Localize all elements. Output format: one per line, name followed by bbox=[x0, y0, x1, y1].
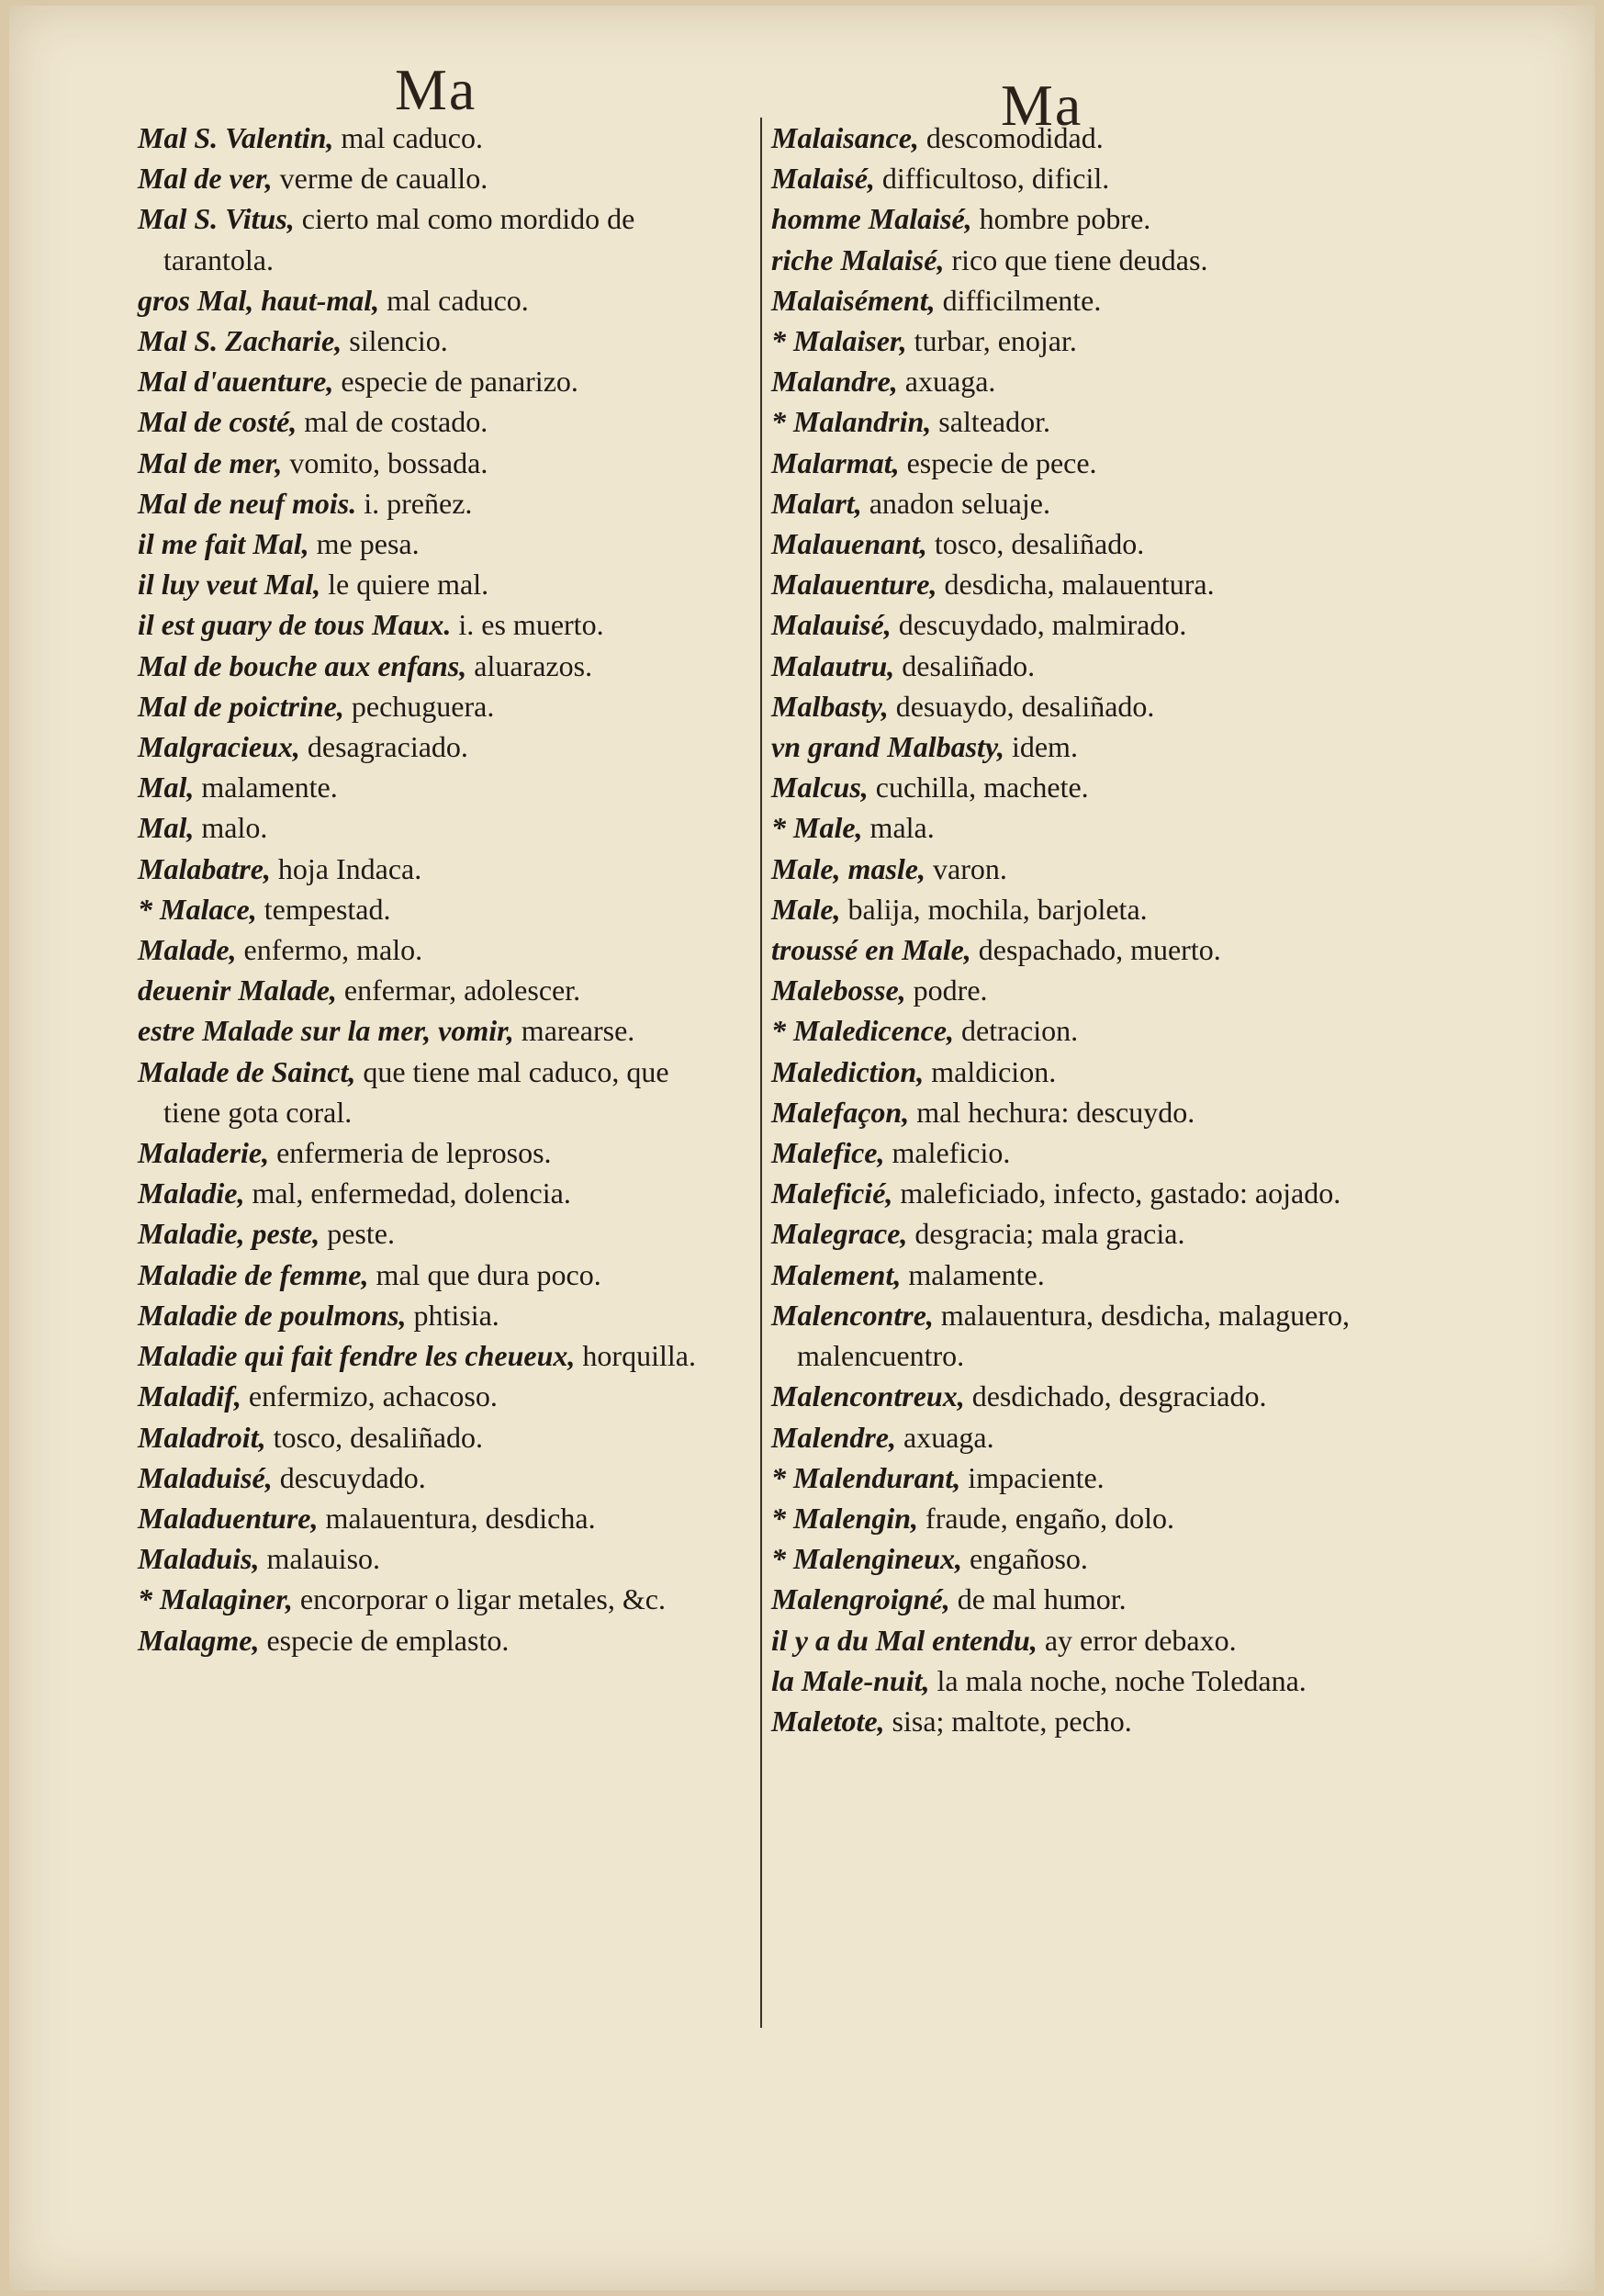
entry-headword: il me fait Mal, bbox=[138, 527, 309, 561]
dictionary-entry bbox=[138, 970, 725, 1010]
dictionary-entry bbox=[138, 1417, 725, 1458]
entry-headword: il luy veut Mal, bbox=[138, 568, 321, 602]
entry-headword: Malengroigné, bbox=[771, 1582, 950, 1616]
entry-headword: Maladerie, bbox=[138, 1136, 270, 1170]
dictionary-entry bbox=[771, 604, 1405, 645]
entry-headword: Maladie, peste, bbox=[138, 1217, 320, 1251]
dictionary-entry bbox=[771, 483, 1405, 523]
dictionary-entry bbox=[771, 1660, 1405, 1701]
entry-headword: * Maledicence, bbox=[771, 1014, 955, 1048]
entry-definition: hoja Indaca. bbox=[270, 851, 422, 885]
entry-headword: Malefaçon, bbox=[771, 1095, 910, 1129]
entry-headword: il est guary de tous Maux. bbox=[138, 608, 452, 642]
dictionary-entry bbox=[771, 1538, 1405, 1579]
entry-headword: Mal de mer, bbox=[138, 445, 283, 479]
entry-headword: il y a du Mal entendu, bbox=[771, 1623, 1038, 1657]
entry-definition: le quiere mal. bbox=[320, 568, 489, 602]
dictionary-entry bbox=[771, 929, 1405, 970]
entry-headword: gros Mal, haut-mal, bbox=[138, 283, 380, 317]
entry-definition: peste. bbox=[320, 1217, 395, 1251]
entry-headword: riche Malaisé, bbox=[771, 242, 945, 276]
entry-definition: phtisia. bbox=[406, 1298, 499, 1332]
entry-definition: mal que dura poco. bbox=[368, 1257, 601, 1291]
entry-definition: descuydado, malmirado. bbox=[891, 608, 1187, 642]
dictionary-entry bbox=[138, 401, 725, 442]
entry-definition: enfermar, adolescer. bbox=[336, 974, 581, 1007]
entry-definition: impaciente. bbox=[960, 1460, 1105, 1494]
entry-headword: Malendre, bbox=[771, 1420, 896, 1454]
entry-headword: Malencontre, bbox=[771, 1298, 934, 1332]
entry-definition: mal, enfermedad, dolencia. bbox=[244, 1176, 571, 1210]
entry-headword: Malarmat, bbox=[771, 445, 900, 479]
entry-definition: malo. bbox=[194, 811, 268, 845]
entry-definition: malamente. bbox=[901, 1257, 1045, 1291]
entry-definition: maleficiado, infecto, gastado: aojado. bbox=[892, 1176, 1341, 1210]
dictionary-entry bbox=[138, 1376, 725, 1416]
entry-definition: tempestad. bbox=[256, 892, 391, 926]
entry-headword: Malcus, bbox=[771, 771, 869, 805]
entry-headword: Malement, bbox=[771, 1257, 902, 1291]
dictionary-entry bbox=[138, 686, 725, 726]
entry-headword: Male, bbox=[771, 892, 841, 926]
dictionary-entry bbox=[138, 1335, 725, 1376]
entry-headword: Malencontreux, bbox=[771, 1379, 965, 1413]
dictionary-entry bbox=[138, 361, 725, 401]
column-divider bbox=[760, 118, 762, 2028]
entry-definition: la mala noche, noche Toledana. bbox=[929, 1663, 1307, 1697]
entry-definition: mala. bbox=[862, 811, 935, 845]
entry-definition: ay error debaxo. bbox=[1037, 1623, 1237, 1657]
entry-definition: malauentura, desdicha. bbox=[318, 1501, 596, 1535]
entry-definition: despachado, muerto. bbox=[970, 933, 1221, 967]
entry-headword: Mal de neuf mois. bbox=[138, 486, 357, 520]
entry-definition: desdicha, malauentura. bbox=[937, 568, 1215, 602]
entry-definition: difficilmente. bbox=[935, 283, 1102, 317]
entry-headword: Mal de costé, bbox=[138, 405, 297, 439]
entry-definition: podre. bbox=[905, 974, 988, 1007]
entry-definition: descuydado. bbox=[272, 1460, 426, 1494]
entry-headword: la Male-nuit, bbox=[771, 1663, 930, 1697]
dictionary-entry bbox=[138, 1579, 725, 1619]
entry-headword: Malaisance, bbox=[771, 121, 919, 154]
entry-headword: Maladif, bbox=[138, 1379, 241, 1413]
entry-headword: Malauisé, bbox=[771, 608, 892, 642]
entry-definition: especie de pece. bbox=[899, 445, 1097, 479]
entry-definition: rico que tiene deudas. bbox=[944, 242, 1208, 276]
dictionary-entry bbox=[771, 1701, 1405, 1741]
entry-definition: cierto mal como mordido de tarantola. bbox=[163, 202, 635, 276]
entry-definition: malamente. bbox=[194, 771, 338, 805]
entry-definition: turbar, enojar. bbox=[906, 324, 1077, 358]
dictionary-entry bbox=[771, 523, 1405, 564]
entry-headword: Malebosse, bbox=[771, 974, 906, 1007]
running-header-right: Ma bbox=[1001, 73, 1083, 138]
entry-headword: Malagme, bbox=[138, 1623, 260, 1657]
entry-definition: desuaydo, desaliñado. bbox=[888, 689, 1155, 723]
dictionary-entry bbox=[138, 767, 725, 807]
dictionary-entry bbox=[138, 1498, 725, 1538]
dictionary-entry bbox=[771, 1458, 1405, 1498]
entry-headword: homme Malaisé, bbox=[771, 202, 972, 236]
entry-headword: Malart, bbox=[771, 486, 862, 520]
entry-headword: * Malaiser, bbox=[771, 324, 907, 358]
entry-headword: Mal, bbox=[138, 811, 195, 845]
entry-definition: me pesa. bbox=[308, 527, 420, 561]
entry-definition: sisa; maltote, pecho. bbox=[884, 1704, 1132, 1738]
entry-definition: enfermeria de leprosos. bbox=[269, 1136, 552, 1170]
dictionary-entry bbox=[771, 726, 1405, 767]
dictionary-entry bbox=[771, 1010, 1405, 1051]
entry-headword: Malegrace, bbox=[771, 1217, 908, 1251]
dictionary-entry bbox=[771, 198, 1405, 239]
entry-headword: * Malandrin, bbox=[771, 405, 932, 439]
right-column bbox=[771, 118, 1405, 1741]
dictionary-entry bbox=[771, 1255, 1405, 1295]
entry-headword: Mal de poictrine, bbox=[138, 689, 344, 723]
dictionary-entry bbox=[138, 1255, 725, 1295]
entry-headword: * Malendurant, bbox=[771, 1460, 961, 1494]
entry-headword: Malandre, bbox=[771, 365, 898, 399]
dictionary-entry bbox=[138, 564, 725, 604]
entry-definition: pechuguera. bbox=[343, 689, 495, 723]
entry-headword: Malauenture, bbox=[771, 568, 937, 602]
entry-headword: * Male, bbox=[771, 811, 863, 845]
entry-definition: tosco, desaliñado. bbox=[265, 1420, 483, 1454]
dictionary-entry bbox=[771, 1132, 1405, 1173]
entry-headword: troussé en Male, bbox=[771, 933, 971, 967]
dictionary-entry bbox=[771, 361, 1405, 401]
entry-headword: Maladie de femme, bbox=[138, 1257, 369, 1291]
entry-definition: desdichado, desgraciado. bbox=[964, 1379, 1267, 1413]
entry-definition: verme de cauallo. bbox=[272, 162, 488, 196]
entry-headword: * Malaginer, bbox=[138, 1582, 293, 1616]
entry-headword: Maladie, bbox=[138, 1176, 245, 1210]
dictionary-entry bbox=[138, 523, 725, 564]
entry-headword: Maladuis, bbox=[138, 1542, 260, 1576]
dictionary-entry bbox=[771, 646, 1405, 686]
dictionary-entry bbox=[138, 443, 725, 483]
entry-headword: Mal S. Zacharie, bbox=[138, 324, 342, 358]
dictionary-entry bbox=[138, 1620, 725, 1660]
entry-headword: Malabatre, bbox=[138, 851, 271, 885]
entry-definition: encorporar o ligar metales, &c. bbox=[292, 1582, 666, 1616]
entry-definition: fraude, engaño, dolo. bbox=[918, 1501, 1175, 1535]
entry-headword: Malaisément, bbox=[771, 283, 936, 317]
entry-definition: que tiene mal caduco, que tiene gota coral. bbox=[163, 1054, 669, 1129]
entry-definition: descomodidad. bbox=[918, 121, 1104, 154]
entry-headword: estre Malade sur la mer, vomir, bbox=[138, 1014, 514, 1048]
entry-definition: balija, mochila, barjoleta. bbox=[840, 892, 1148, 926]
dictionary-entry bbox=[138, 929, 725, 970]
entry-headword: deuenir Malade, bbox=[138, 974, 337, 1007]
entry-definition: especie de panarizo. bbox=[333, 365, 578, 399]
dictionary-entry bbox=[138, 280, 725, 321]
entry-definition: malauentura, desdicha, malaguero, malencuentro. bbox=[797, 1298, 1351, 1373]
dictionary-entry bbox=[138, 1458, 725, 1498]
dictionary-entry bbox=[138, 321, 725, 361]
entry-headword: Mal S. Valentin, bbox=[138, 121, 334, 154]
dictionary-entry bbox=[138, 849, 725, 889]
left-column bbox=[138, 118, 725, 1660]
dictionary-entry bbox=[138, 646, 725, 686]
entry-definition: horquilla. bbox=[575, 1339, 696, 1373]
running-header-left: Ma bbox=[395, 57, 477, 122]
dictionary-entry bbox=[771, 564, 1405, 604]
entry-definition: hombre pobre. bbox=[971, 202, 1151, 236]
dictionary-entry bbox=[771, 807, 1405, 848]
entry-definition: i. preñez. bbox=[356, 486, 473, 520]
dictionary-entry bbox=[771, 158, 1405, 198]
entry-definition: axuaga. bbox=[896, 1420, 994, 1454]
dictionary-entry bbox=[771, 1620, 1405, 1660]
entry-headword: Maladroit, bbox=[138, 1420, 266, 1454]
dictionary-entry bbox=[138, 118, 725, 158]
entry-headword: Mal, bbox=[138, 771, 195, 805]
dictionary-entry bbox=[771, 1417, 1405, 1458]
entry-definition: mal caduco. bbox=[333, 121, 483, 154]
dictionary-entry bbox=[771, 686, 1405, 726]
dictionary-entry bbox=[771, 240, 1405, 280]
dictionary-entry bbox=[138, 726, 725, 767]
entry-definition: malauiso. bbox=[259, 1542, 381, 1576]
dictionary-page bbox=[9, 6, 1595, 2290]
entry-headword: Male, masle, bbox=[771, 851, 925, 885]
entry-headword: Malauenant, bbox=[771, 527, 927, 561]
entry-headword: vn grand Malbasty, bbox=[771, 730, 1004, 764]
entry-definition: engañoso. bbox=[962, 1542, 1088, 1576]
entry-definition: especie de emplasto. bbox=[259, 1623, 510, 1657]
entry-headword: Mal de bouche aux enfans, bbox=[138, 648, 467, 682]
entry-definition: varon. bbox=[925, 851, 1007, 885]
entry-headword: Malgracieux, bbox=[138, 730, 300, 764]
entry-definition: marearse. bbox=[513, 1014, 635, 1048]
dictionary-entry bbox=[771, 767, 1405, 807]
entry-headword: * Malace, bbox=[138, 892, 257, 926]
dictionary-entry bbox=[138, 1213, 725, 1254]
dictionary-entry bbox=[771, 443, 1405, 483]
entry-definition: enfermo, malo. bbox=[236, 933, 423, 967]
entry-definition: axuaga. bbox=[897, 365, 996, 399]
dictionary-entry bbox=[138, 604, 725, 645]
entry-headword: Malautru, bbox=[771, 648, 895, 682]
dictionary-entry bbox=[771, 1376, 1405, 1416]
entry-headword: Maleficié, bbox=[771, 1176, 893, 1210]
dictionary-entry bbox=[771, 1092, 1405, 1132]
dictionary-entry bbox=[771, 1579, 1405, 1619]
entry-headword: Maladuisé, bbox=[138, 1460, 273, 1494]
entry-headword: Malefice, bbox=[771, 1136, 885, 1170]
entry-definition: enfermizo, achacoso. bbox=[241, 1379, 498, 1413]
dictionary-entry bbox=[771, 889, 1405, 929]
entry-headword: Malbasty, bbox=[771, 689, 889, 723]
entry-headword: Maladie de poulmons, bbox=[138, 1298, 407, 1332]
entry-headword: Maladuenture, bbox=[138, 1501, 319, 1535]
entry-definition: mal hechura: descuydo. bbox=[909, 1095, 1195, 1129]
dictionary-entry bbox=[771, 849, 1405, 889]
entry-definition: de mal humor. bbox=[949, 1582, 1127, 1616]
entry-definition: tosco, desaliñado. bbox=[926, 527, 1145, 561]
dictionary-entry bbox=[138, 807, 725, 848]
entry-definition: salteador. bbox=[931, 405, 1051, 439]
entry-headword: Mal S. Vitus, bbox=[138, 202, 295, 236]
entry-headword: Malaisé, bbox=[771, 162, 875, 196]
dictionary-entry bbox=[771, 321, 1405, 361]
entry-headword: Maletote, bbox=[771, 1704, 885, 1738]
dictionary-entry bbox=[771, 1498, 1405, 1538]
entry-headword: Malade, bbox=[138, 933, 237, 967]
dictionary-entry bbox=[771, 1173, 1405, 1213]
dictionary-entry bbox=[138, 1295, 725, 1335]
entry-definition: mal caduco. bbox=[379, 283, 529, 317]
entry-definition: idem. bbox=[1004, 730, 1078, 764]
dictionary-entry bbox=[771, 1052, 1405, 1092]
dictionary-entry bbox=[138, 1010, 725, 1051]
entry-headword: Malade de Sainct, bbox=[138, 1054, 356, 1088]
entry-definition: anadon seluaje. bbox=[861, 486, 1050, 520]
entry-definition: desgracia; mala gracia. bbox=[907, 1217, 1185, 1251]
dictionary-entry bbox=[138, 1538, 725, 1579]
dictionary-entry bbox=[771, 280, 1405, 321]
entry-definition: difficultoso, dificil. bbox=[874, 162, 1110, 196]
dictionary-entry bbox=[138, 889, 725, 929]
dictionary-entry bbox=[138, 483, 725, 523]
entry-definition: i. es muerto. bbox=[451, 608, 604, 642]
dictionary-entry bbox=[771, 1213, 1405, 1254]
dictionary-entry bbox=[138, 1052, 725, 1132]
entry-definition: cuchilla, machete. bbox=[868, 771, 1089, 805]
dictionary-entry bbox=[771, 401, 1405, 442]
entry-definition: detracion. bbox=[954, 1014, 1079, 1048]
entry-definition: maleficio. bbox=[884, 1136, 1011, 1170]
dictionary-entry bbox=[138, 158, 725, 198]
entry-headword: Mal de ver, bbox=[138, 162, 273, 196]
entry-headword: Malediction, bbox=[771, 1054, 925, 1088]
entry-headword: * Malengin, bbox=[771, 1501, 919, 1535]
entry-headword: * Malengineux, bbox=[771, 1542, 963, 1576]
entry-definition: silencio. bbox=[342, 324, 448, 358]
entry-definition: mal de costado. bbox=[297, 405, 488, 439]
entry-headword: Maladie qui fait fendre les cheueux, bbox=[138, 1339, 576, 1373]
entry-definition: maldicion. bbox=[924, 1054, 1057, 1088]
entry-definition: desaliñado. bbox=[894, 648, 1036, 682]
entry-headword: Mal d'auenture, bbox=[138, 365, 334, 399]
dictionary-entry bbox=[771, 118, 1405, 158]
entry-definition: desagraciado. bbox=[299, 730, 468, 764]
entry-definition: vomito, bossada. bbox=[282, 445, 488, 479]
dictionary-entry bbox=[771, 970, 1405, 1010]
dictionary-entry bbox=[138, 1132, 725, 1173]
dictionary-entry bbox=[138, 198, 725, 279]
entry-definition: aluarazos. bbox=[466, 648, 593, 682]
dictionary-entry bbox=[771, 1295, 1405, 1376]
dictionary-entry bbox=[138, 1173, 725, 1213]
